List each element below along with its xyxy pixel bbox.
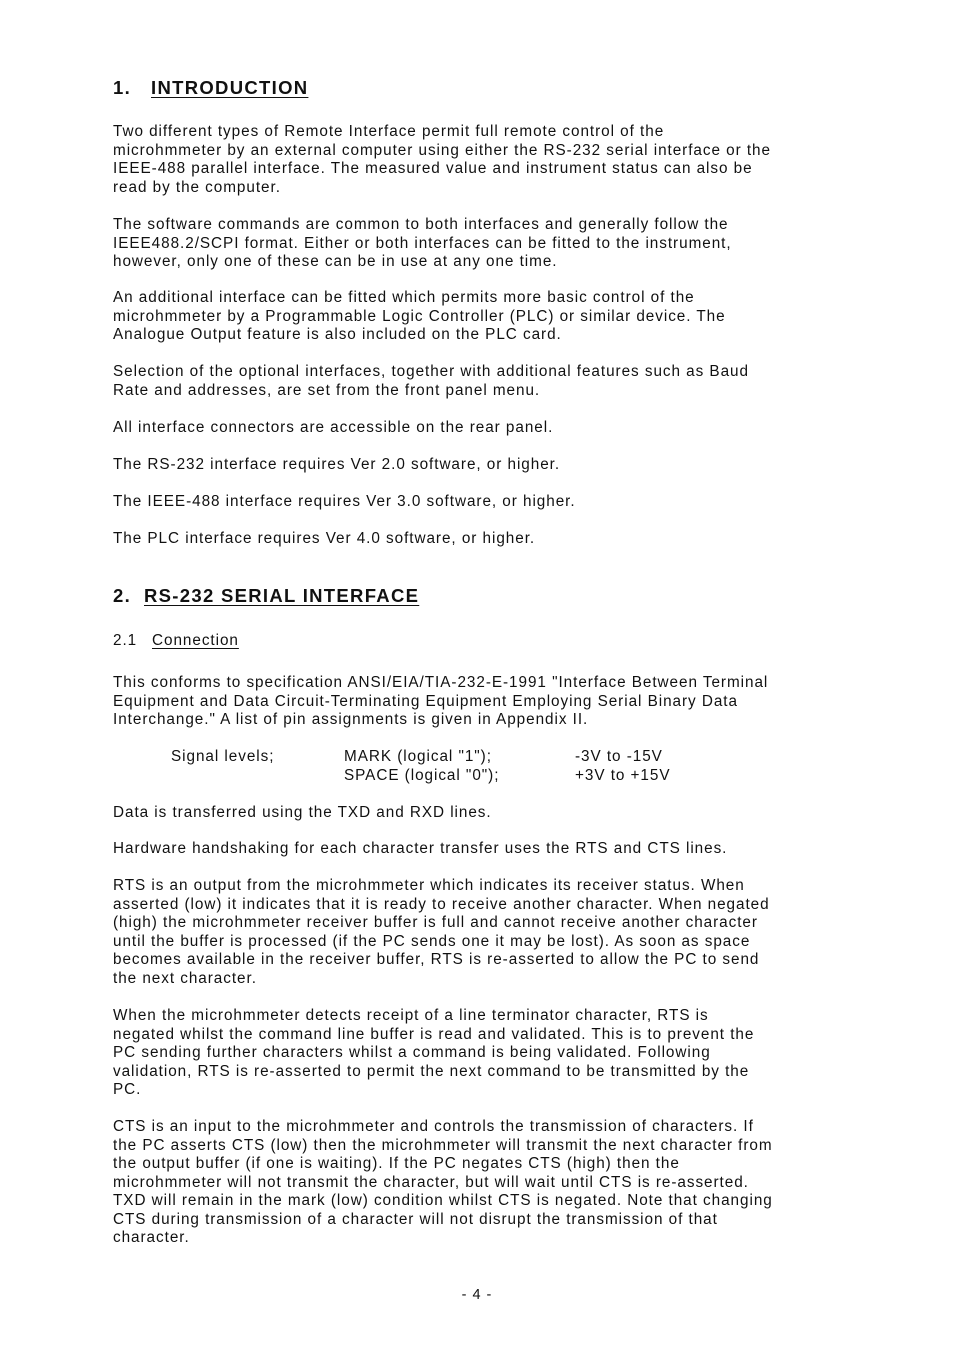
- text-line: asserted (low) it indicates that it is ready to receive another character. When negated: [113, 895, 770, 913]
- subsection-number: 2.1: [113, 632, 138, 649]
- text-line: the PC asserts CTS (low) then the microhmmeter will transmit the next character from: [113, 1136, 773, 1154]
- text-line: the output buffer (if one is waiting). If the PC negates CTS (high) then the: [113, 1155, 680, 1172]
- intro-paragraph-8: [113, 530, 535, 549]
- text-line: the next character.: [113, 969, 257, 987]
- text-line: The software commands are common to both interfaces and generally follow the: [113, 216, 729, 233]
- text-line: This conforms to specification ANSI/EIA/TIA-232-E-1991 "Interface Between Terminal: [113, 674, 769, 691]
- text-line: PC.: [113, 1081, 142, 1098]
- text-line: until the buffer is processed (if the PC sends one it may be lost). As soon as space: [113, 932, 751, 950]
- text-line: microhmmeter by a Programmable Logic Controller (PLC) or similar device. The: [113, 307, 726, 325]
- text-line: Hardware handshaking for each character transfer uses the RTS and CTS lines.: [113, 840, 728, 857]
- text-line: RTS is an output from the microhmmeter which indicates its receiver status. When: [113, 877, 745, 894]
- text-line: character.: [113, 1229, 190, 1246]
- text-line: microhmmeter by an external computer using either the RS-232 serial interface or the: [113, 141, 771, 159]
- rs232-paragraph-2: [113, 840, 727, 859]
- rs232-paragraph-cts: [113, 1118, 773, 1248]
- text-line: Equipment and Data Circuit-Terminating Equipment Employing Serial Binary Data: [113, 692, 738, 710]
- intro-paragraph-6: [113, 456, 560, 475]
- intro-paragraph-4: [113, 363, 749, 400]
- signal-space-voltage: +3V to +15V: [575, 767, 671, 784]
- text-line: Selection of the optional interfaces, together with additional features such as Baud: [113, 363, 749, 380]
- rs232-paragraph-rts: [113, 877, 770, 988]
- text-line: becomes available in the receiver buffer, RTS is re-asserted to allow the PC to send: [113, 951, 760, 968]
- section-2-number: 2.: [113, 585, 132, 606]
- signal-mark-state: MARK (logical "1");: [344, 748, 492, 765]
- text-line: An additional interface can be fitted which permits more basic control of the: [113, 289, 695, 306]
- text-line: Rate and addresses, are set from the front panel menu.: [113, 381, 541, 399]
- signal-levels-label: Signal levels;: [171, 748, 275, 765]
- section-1-heading: [113, 77, 308, 99]
- rs232-paragraph-terminator: [113, 1007, 754, 1100]
- intro-paragraph-5: [113, 419, 553, 438]
- text-line: microhmmeter will not transmit the character, but will wait until CTS is re-asserted.: [113, 1173, 749, 1191]
- subsection-title: Connection: [152, 632, 239, 649]
- text-line: Analogue Output feature is also included on the PLC card.: [113, 326, 562, 343]
- page-number: - 4 -: [461, 1287, 493, 1303]
- text-line: IEEE488.2/SCPI format. Either or both interfaces can be fitted to the instrument,: [113, 234, 732, 252]
- text-line: CTS during transmission of a character will not disrupt the transmission of that: [113, 1210, 718, 1228]
- text-line: The RS-232 interface requires Ver 2.0 software, or higher.: [113, 456, 561, 473]
- text-line: Two different types of Remote Interface permit full remote control of the: [113, 123, 665, 140]
- text-line: negated whilst the command line buffer is read and validated. This is to prevent the: [113, 1025, 755, 1043]
- subsection-2-1-heading: [113, 632, 239, 650]
- rs232-paragraph-1: [113, 804, 492, 823]
- text-line: (high) the microhmmeter receiver buffer is full and cannot receive another character: [113, 914, 758, 931]
- text-line: however, only one of these can be in use at any one time.: [113, 253, 558, 270]
- signal-mark-voltage: -3V to -15V: [575, 748, 663, 765]
- section-2-title: RS-232 SERIAL INTERFACE: [144, 585, 420, 606]
- intro-paragraph-7: [113, 493, 576, 512]
- section-2-heading: [113, 585, 419, 607]
- text-line: The PLC interface requires Ver 4.0 software, or higher.: [113, 530, 536, 547]
- text-line: Data is transferred using the TXD and RXD lines.: [113, 804, 492, 821]
- intro-paragraph-2: [113, 216, 732, 272]
- intro-paragraph-1: [113, 123, 771, 197]
- text-line: When the microhmmeter detects receipt of a line terminator character, RTS is: [113, 1007, 709, 1024]
- text-line: All interface connectors are accessible on the rear panel.: [113, 419, 554, 436]
- text-line: Interchange." A list of pin assignments is given in Appendix II.: [113, 711, 589, 728]
- rs232-intro-paragraph: [113, 674, 768, 730]
- text-line: validation, RTS is re-asserted to permit the next command to be transmitted by the: [113, 1062, 750, 1080]
- text-line: PC sending further characters whilst a command is being validated. Following: [113, 1044, 711, 1061]
- text-line: The IEEE-488 interface requires Ver 3.0 software, or higher.: [113, 493, 576, 510]
- text-line: read by the computer.: [113, 178, 281, 196]
- section-1-number: 1.: [113, 77, 132, 98]
- text-line: CTS is an input to the microhmmeter and controls the transmission of characters. If: [113, 1118, 754, 1135]
- section-1-title: INTRODUCTION: [151, 77, 309, 98]
- intro-paragraph-3: [113, 289, 726, 345]
- text-line: TXD will remain in the mark (low) condition whilst CTS is negated. Note that changing: [113, 1192, 773, 1209]
- text-line: IEEE-488 parallel interface. The measured value and instrument status can also be: [113, 160, 753, 177]
- signal-space-state: SPACE (logical "0");: [344, 767, 500, 784]
